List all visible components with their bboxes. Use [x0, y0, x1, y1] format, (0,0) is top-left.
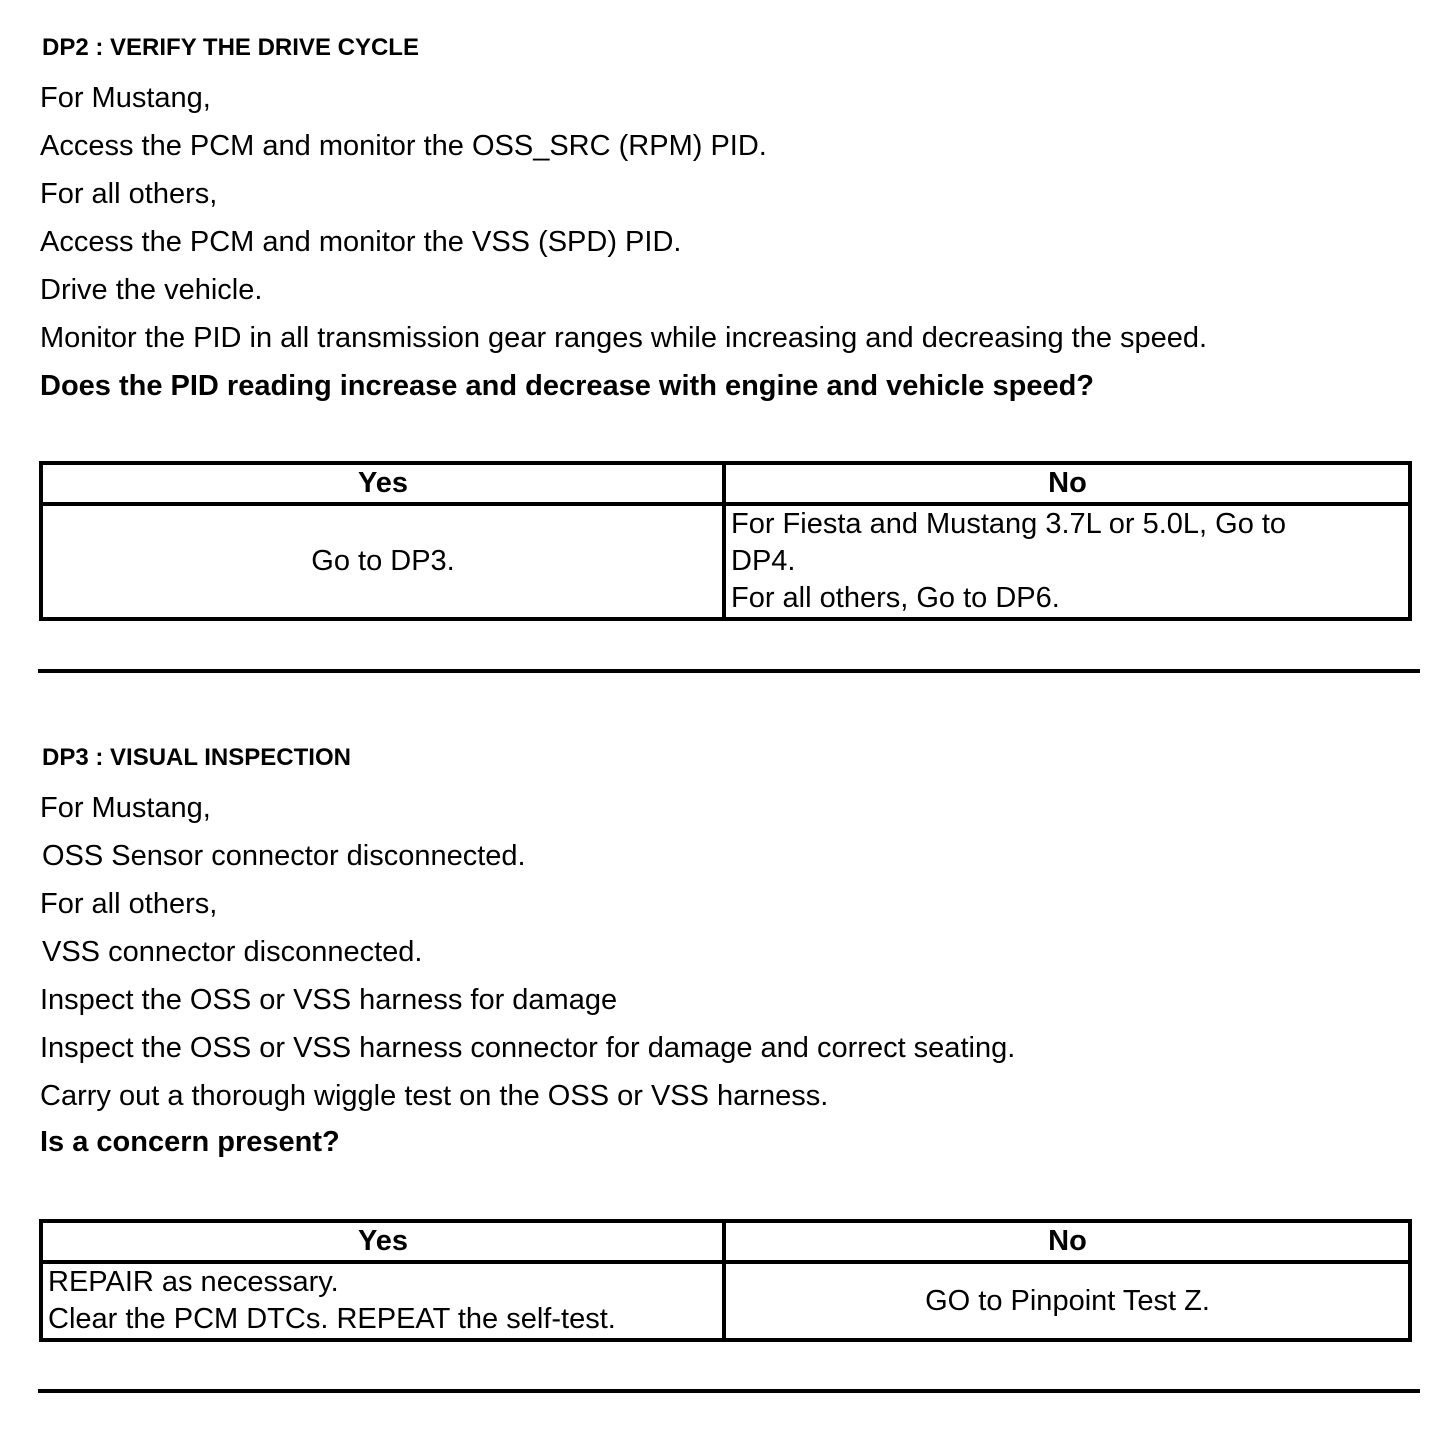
dp3-line-3: For all others,: [40, 888, 218, 920]
dp2-decision-table: [39, 461, 1412, 621]
dp3-line-1: For Mustang,: [40, 792, 211, 824]
dp3-line-4: VSS connector disconnected.: [42, 936, 423, 968]
dp2-no-header: No: [724, 463, 1410, 504]
dp3-table-header-row: [41, 1221, 1410, 1262]
dp2-no-cell: [724, 504, 1410, 619]
section-divider-1: [38, 669, 1420, 673]
dp3-line-2: OSS Sensor connector disconnected.: [42, 840, 526, 872]
dp2-table-row: [41, 504, 1410, 619]
section-divider-2: [38, 1389, 1420, 1393]
dp2-line-4: Access the PCM and monitor the VSS (SPD) PID.: [40, 226, 682, 258]
dp2-yes-cell: Go to DP3.: [41, 504, 724, 619]
dp3-heading: DP3 : VISUAL INSPECTION: [42, 744, 351, 771]
dp3-line-7: Carry out a thorough wiggle test on the OSS or VSS harness.: [40, 1080, 829, 1112]
dp3-no-cell: GO to Pinpoint Test Z.: [724, 1262, 1410, 1340]
dp2-line-5: Drive the vehicle.: [40, 274, 263, 306]
dp3-yes-line-1: REPAIR as necessary.: [48, 1266, 339, 1298]
dp3-yes-header: Yes: [41, 1221, 724, 1262]
dp3-no-header: No: [724, 1221, 1410, 1262]
dp2-line-2: Access the PCM and monitor the OSS_SRC (RPM) PID.: [40, 130, 767, 162]
dp2-no-line-2: DP4.: [731, 545, 796, 577]
dp2-line-3: For all others,: [40, 178, 218, 210]
dp2-question: Does the PID reading increase and decrease with engine and vehicle speed?: [40, 370, 1095, 402]
dp3-question: Is a concern present?: [40, 1126, 340, 1158]
dp3-line-5: Inspect the OSS or VSS harness for damage: [40, 984, 618, 1016]
dp3-line-6: Inspect the OSS or VSS harness connector for damage and correct seating.: [40, 1032, 1016, 1064]
dp2-table-header-row: [41, 463, 1410, 504]
dp2-heading: DP2 : VERIFY THE DRIVE CYCLE: [42, 34, 419, 61]
dp2-yes-header: Yes: [41, 463, 724, 504]
dp2-no-line-1: For Fiesta and Mustang 3.7L or 5.0L, Go to: [731, 508, 1287, 540]
dp2-no-line-3: For all others, Go to DP6.: [731, 582, 1060, 614]
dp2-line-1: For Mustang,: [40, 82, 211, 114]
dp2-line-6: Monitor the PID in all transmission gear ranges while increasing and decreasing the speed.: [40, 322, 1208, 354]
dp3-yes-cell: [41, 1262, 724, 1340]
dp3-table-row: [41, 1262, 1410, 1340]
dp3-yes-line-2: Clear the PCM DTCs. REPEAT the self-test.: [48, 1303, 616, 1335]
dp3-decision-table: [39, 1219, 1412, 1342]
